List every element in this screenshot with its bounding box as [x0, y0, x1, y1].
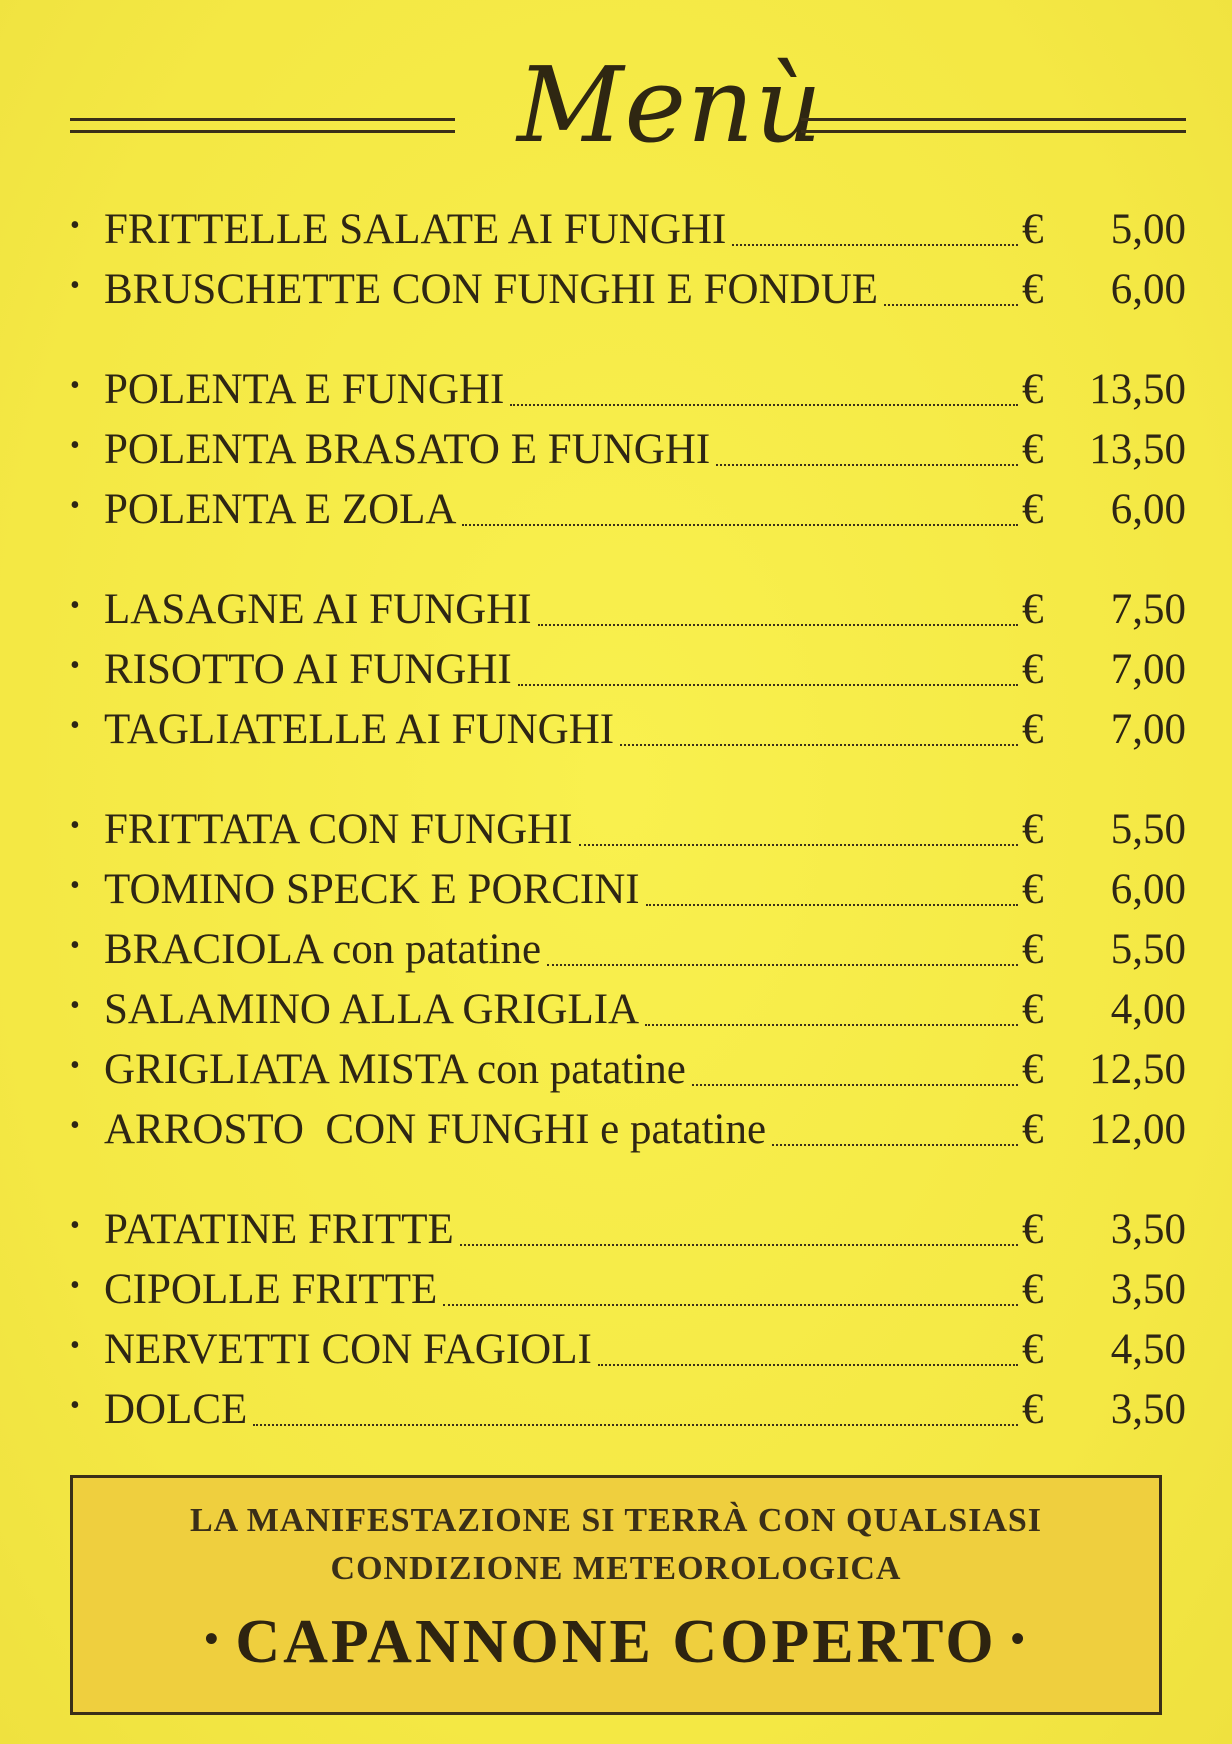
menu-item-price: 3,50 [1110, 1266, 1186, 1313]
menu-item-name: BRUSCHETTE CON FUNGHI E FONDUE [104, 266, 879, 313]
menu-item [70, 860, 1186, 920]
menu-item [70, 580, 1186, 640]
bullet-dot: • [70, 810, 80, 841]
title-row [70, 40, 1186, 170]
dot-leader [646, 904, 1018, 906]
bullet-dot: • [70, 270, 80, 301]
menu-item-name: PATATINE FRITTE [104, 1206, 454, 1253]
bullet-dot: • [70, 370, 80, 401]
menu-group [70, 360, 1186, 540]
menu-group [70, 200, 1186, 320]
menu-item-price: 3,50 [1110, 1386, 1186, 1433]
menu-group [70, 800, 1186, 1160]
menu-item [70, 260, 1186, 320]
dot-leader [692, 1084, 1018, 1086]
bullet-dot: • [70, 210, 80, 241]
bullet-dot: • [70, 430, 80, 461]
menu-item [70, 1200, 1186, 1260]
bullet-dot: • [1010, 1616, 1028, 1661]
bullet-dot: • [70, 1270, 80, 1301]
menu-item-name: TOMINO SPECK E PORCINI [104, 866, 640, 913]
currency-symbol: € [1022, 486, 1044, 533]
currency-symbol: € [1022, 926, 1044, 973]
notice-line-1: LA MANIFESTAZIONE SI TERRÀ CON QUALSIASI [189, 1502, 1043, 1539]
bullet-dot: • [70, 1050, 80, 1081]
menu-item [70, 420, 1186, 480]
menu-item-price: 4,50 [1110, 1326, 1186, 1373]
dot-leader [884, 304, 1018, 306]
menu-item-name: RISOTTO AI FUNGHI [104, 646, 512, 693]
menu-item-name: POLENTA BRASATO E FUNGHI [104, 426, 711, 473]
currency-symbol: € [1022, 1106, 1044, 1153]
menu-title: Menù [517, 44, 823, 166]
currency-symbol: € [1022, 426, 1044, 473]
currency-symbol: € [1022, 366, 1044, 413]
menu-item [70, 1320, 1186, 1380]
menu-group [70, 580, 1186, 760]
title-rule-right [801, 118, 1186, 133]
menu-item [70, 980, 1186, 1040]
menu-item [70, 1260, 1186, 1320]
dot-leader [579, 844, 1018, 846]
menu-item [70, 360, 1186, 420]
dot-leader [598, 1364, 1018, 1366]
menu-item-name: FRITTELLE SALATE AI FUNGHI [104, 206, 727, 253]
bullet-dot: • [204, 1616, 222, 1661]
dot-leader [538, 624, 1018, 626]
menu-item [70, 1040, 1186, 1100]
menu-item [70, 800, 1186, 860]
dot-leader [645, 1024, 1018, 1026]
bullet-dot: • [70, 710, 80, 741]
dot-leader [253, 1424, 1018, 1426]
currency-symbol: € [1022, 866, 1044, 913]
currency-symbol: € [1022, 986, 1044, 1033]
dot-leader [462, 524, 1018, 526]
bullet-dot: • [70, 1390, 80, 1421]
bullet-dot: • [70, 870, 80, 901]
currency-symbol: € [1022, 266, 1044, 313]
bullet-dot: • [70, 490, 80, 521]
menu-item-price: 12,50 [1089, 1046, 1186, 1093]
menu-item-name: BRACIOLA con patatine [104, 926, 542, 973]
menu-item-price: 6,00 [1110, 866, 1186, 913]
title-rule-left [70, 118, 455, 133]
currency-symbol: € [1022, 1206, 1044, 1253]
menu-item-price: 5,00 [1110, 206, 1186, 253]
dot-leader [732, 244, 1018, 246]
dot-leader [443, 1304, 1018, 1306]
menu-item-price: 13,50 [1089, 426, 1186, 473]
currency-symbol: € [1022, 706, 1044, 753]
menu-item-name: SALAMINO ALLA GRIGLIA [104, 986, 640, 1033]
menu-item-name: TAGLIATELLE AI FUNGHI [104, 706, 615, 753]
currency-symbol: € [1022, 586, 1044, 633]
dot-leader [547, 964, 1018, 966]
currency-symbol: € [1022, 1266, 1044, 1313]
menu-list [70, 200, 1186, 1480]
bullet-dot: • [70, 1210, 80, 1241]
dot-leader [620, 744, 1018, 746]
dot-leader [716, 464, 1018, 466]
menu-item-price: 6,00 [1110, 486, 1186, 533]
menu-item-name: CIPOLLE FRITTE [104, 1266, 438, 1313]
menu-group [70, 1200, 1186, 1440]
dot-leader [460, 1244, 1018, 1246]
currency-symbol: € [1022, 1046, 1044, 1093]
menu-item [70, 1100, 1186, 1160]
bullet-dot: • [70, 650, 80, 681]
menu-item-price: 12,00 [1089, 1106, 1186, 1153]
menu-item [70, 1380, 1186, 1440]
menu-item-price: 5,50 [1110, 806, 1186, 853]
bullet-dot: • [70, 1110, 80, 1141]
currency-symbol: € [1022, 206, 1044, 253]
bullet-dot: • [70, 590, 80, 621]
notice-headline-text: CAPANNONE COPERTO [235, 1608, 997, 1676]
currency-symbol: € [1022, 1326, 1044, 1373]
bullet-dot: • [70, 1330, 80, 1361]
notice-line-2: CONDIZIONE METEOROLOGICA [330, 1550, 902, 1587]
menu-item [70, 200, 1186, 260]
dot-leader [518, 684, 1018, 686]
menu-item-name: FRITTATA CON FUNGHI [104, 806, 573, 853]
menu-item-name: GRIGLIATA MISTA con patatine [104, 1046, 686, 1093]
menu-item-name: POLENTA E ZOLA [104, 486, 457, 533]
menu-item-name: DOLCE [104, 1386, 248, 1433]
notice-box [70, 1475, 1162, 1715]
menu-item-price: 3,50 [1110, 1206, 1186, 1253]
dot-leader [510, 404, 1018, 406]
menu-item [70, 920, 1186, 980]
bullet-dot: • [70, 990, 80, 1021]
menu-item [70, 640, 1186, 700]
menu-item [70, 480, 1186, 540]
menu-item-price: 7,50 [1110, 586, 1186, 633]
currency-symbol: € [1022, 646, 1044, 693]
menu-item-name: POLENTA E FUNGHI [104, 366, 505, 413]
menu-item-price: 5,50 [1110, 926, 1186, 973]
menu-item-price: 7,00 [1110, 646, 1186, 693]
menu-item-name: ARROSTO CON FUNGHI e patatine [104, 1106, 767, 1153]
menu-item-price: 4,00 [1110, 986, 1186, 1033]
bullet-dot: • [70, 930, 80, 961]
menu-item-name: LASAGNE AI FUNGHI [104, 586, 532, 633]
menu-item-price: 13,50 [1089, 366, 1186, 413]
menu-item-name: NERVETTI CON FAGIOLI [104, 1326, 592, 1373]
menu-item-price: 7,00 [1110, 706, 1186, 753]
currency-symbol: € [1022, 1386, 1044, 1433]
currency-symbol: € [1022, 806, 1044, 853]
menu-item-price: 6,00 [1110, 266, 1186, 313]
menu-item [70, 700, 1186, 760]
notice-headline [73, 1602, 1159, 1689]
dot-leader [772, 1144, 1018, 1146]
